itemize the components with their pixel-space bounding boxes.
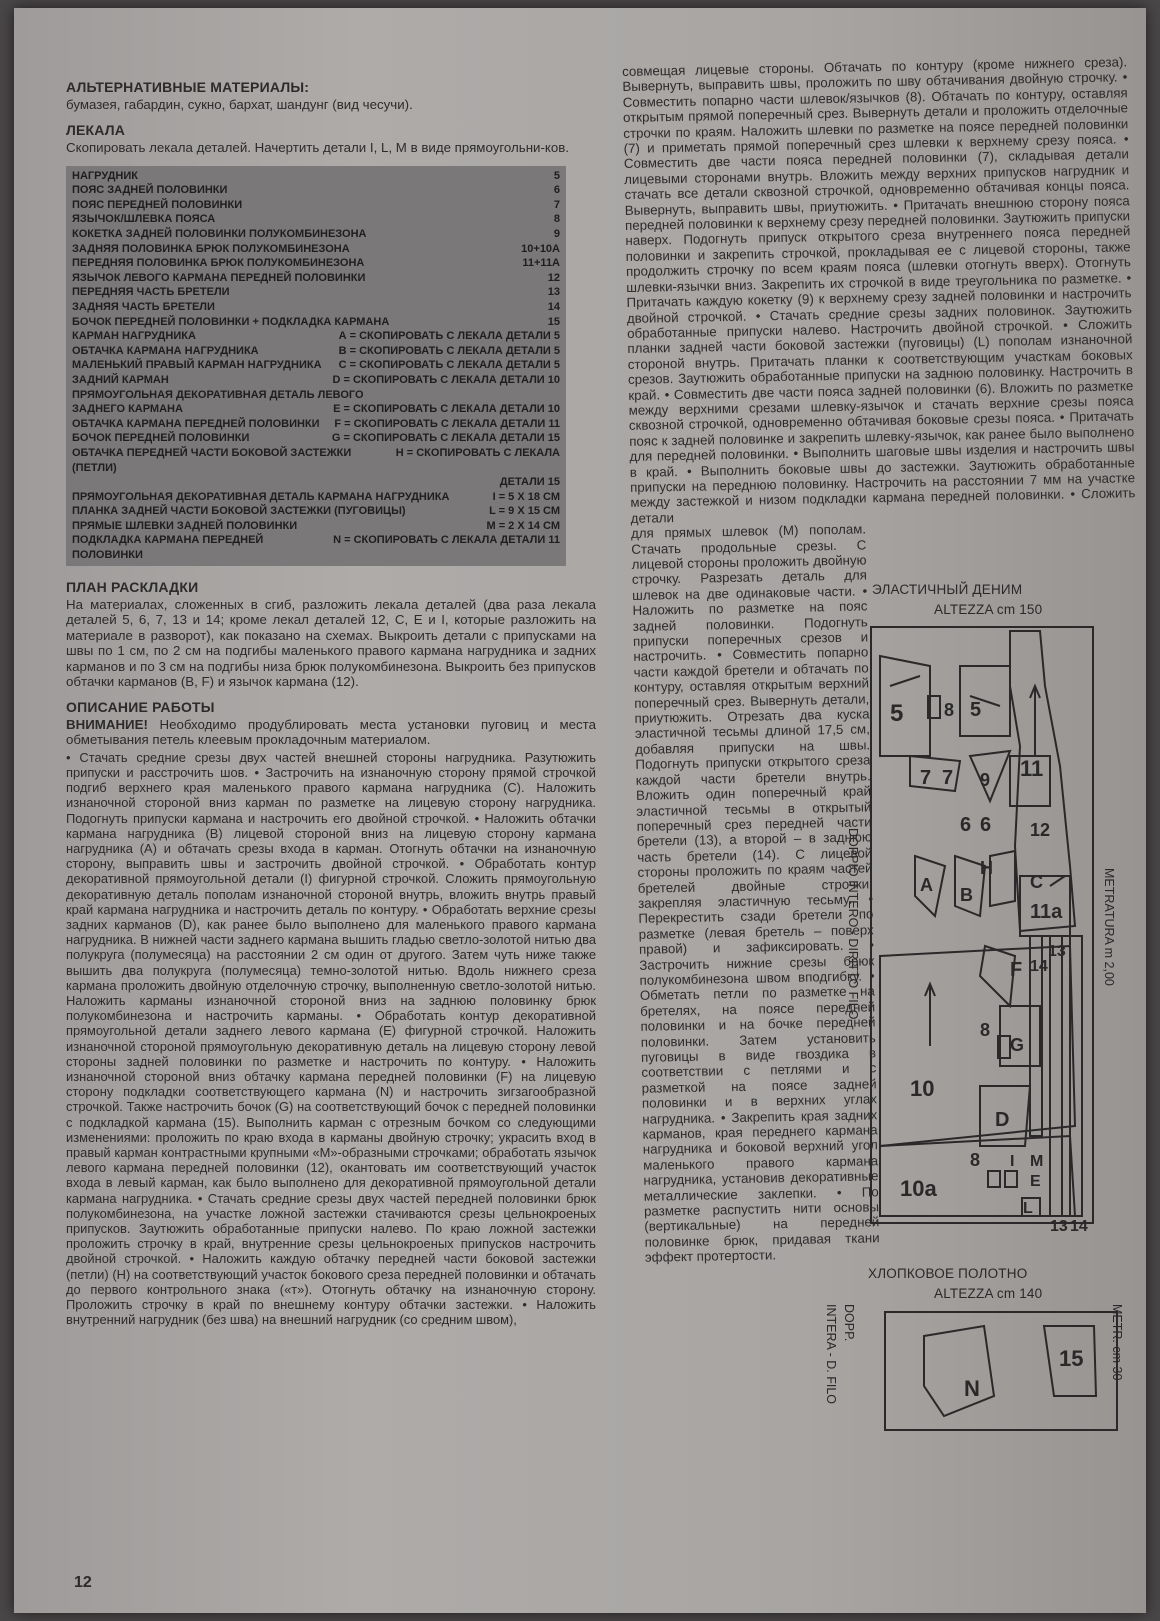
pattern-part-name: ЗАДНЯЯ ЧАСТЬ БРЕТЕЛИ — [72, 300, 215, 313]
piece-10: 10 — [910, 1076, 935, 1101]
fabric2-fold-label-1: DOPP. — [842, 1304, 856, 1342]
pattern-part-name: ПЛАНКА ЗАДНЕЙ ЧАСТИ БОКОВОЙ ЗАСТЕЖКИ (ПУГОВИЦЫ) — [72, 505, 406, 518]
pattern-parts-table — [66, 166, 566, 566]
pattern-part-name: БОЧОК ПЕРЕДНЕЙ ПОЛОВИНКИ — [72, 432, 250, 445]
layout-plan-heading: ПЛАН РАСКЛАДКИ — [66, 578, 199, 595]
pattern-part-number: F = СКОПИРОВАТЬ С ЛЕКАЛА ДЕТАЛИ 11 — [334, 417, 560, 430]
pattern-part-number: L = 9 X 15 СМ — [489, 505, 560, 518]
pattern-part-number: Н = СКОПИРОВАТЬ С ЛЕКАЛА — [395, 446, 560, 459]
pattern-part-number: А = СКОПИРОВАТЬ С ЛЕКАЛА ДЕТАЛИ 5 — [338, 330, 560, 343]
pattern-part-number: В = СКОПИРОВАТЬ С ЛЕКАЛА ДЕТАЛИ 5 — [338, 344, 560, 357]
pattern-part-name: ПОЯС ЗАДНЕЙ ПОЛОВИНКИ — [72, 184, 228, 197]
piece-10a: 10a — [900, 1176, 937, 1201]
fabric2-fold-label-2: INTERA - D. FILO — [824, 1304, 838, 1405]
piece-F: F — [1010, 959, 1023, 981]
pattern-part-row — [72, 373, 560, 388]
pattern-part-name: ПЕРЕДНЯЯ ЧАСТЬ БРЕТЕЛИ — [72, 286, 230, 299]
layout-plan-text: На материалах, сложенных в сгиб, разложить лекала деталей (два раза лекала деталей 5, 6, 7, 13 и 14; кроме лекал деталей 12, С, Е и I, которые разложить на материале в разворот), как показано на схемах. Выкроить детали с припусками на швы по 1 см, по 2 см на подгибы маленького правого кармана нагрудника и задних карманов и по 3 см на подгибы низа брюк полукомбинезона. Выкроить без припусков обтачки карманов (В, F) и язычок кармана (12). — [66, 597, 596, 690]
work-description-heading: ОПИСАНИЕ РАБОТЫ — [66, 698, 215, 715]
pattern-part-row — [72, 504, 560, 519]
pattern-part-number: M = 2 X 14 СМ — [486, 519, 560, 532]
pattern-part-row — [72, 183, 560, 198]
pattern-part-name: МАЛЕНЬКИЙ ПРАВЫЙ КАРМАН НАГРУДНИКА — [72, 359, 322, 372]
right-narrow-text: для прямых шлевок (М) пополам. Стачать продольные срезы. С лицевой стороны проложить двойную строчку. Разрезать деталь для шлевок на две одинаковые части. • Наложить по разметке на пояс задней половинки. Подогнуть припуски поперечных срезов и настрочить. • Совместить попарно части каждой бретели и обтачать по контуру, оставляя открытым верхний поперечный срез. Вывернуть детали, приутюжить. Отрезать два куска эластичной тесьмы длиной 17,5 см, добавляя припуски на швы. Подогнуть припуски открытого среза каждой части бретели внутрь. Вложить один поперечный край эластичной тесьмы в открытый поперечный срез передней части бретели (13), а второй – в заднюю часть бретели (14). С лицевой стороны проложить по краям частей бретелей двойные строчки, закрепляя эластичную тесьму. • Перекрестить сзади бретели по разметке (левая бретель – поверх правой) и зафиксировать. • Застрочить нижние срезы брюк полукомбинезона швом вподгибку. • Обметать петли по разметке на бретелях, на поясе передней половинки и на бочке передней половинки. Затем установить пуговицы в виде гвоздика в соответствии с петлями и с разметкой на поясе задней половинки и в верхних углах нагрудника. • Закрепить края задних карманов, края переднего кармана нагрудника и боковой верхний угол маленького правого кармана нагрудника, установив декоративные металлические заклепки. • По разметке распустить нити основы (вертикальные) на передней половинке брюк, придавая ткани эффект протертости. — [630, 521, 880, 1266]
piece-6-second: 6 — [980, 814, 992, 836]
piece-8-third: 8 — [970, 1150, 981, 1170]
piece-C: C — [1030, 872, 1043, 892]
pattern-part-number: 10+10А — [521, 242, 560, 255]
pattern-part-row — [72, 227, 560, 242]
pattern-part-name: ЯЗЫЧОК ЛЕВОГО КАРМАНА ПЕРЕДНЕЙ ПОЛОВИНКИ — [72, 271, 366, 284]
pattern-part-name: ЗАДНЕГО КАРМАНА — [72, 403, 183, 416]
piece-14: 14 — [1030, 958, 1048, 975]
left-column — [66, 80, 596, 1337]
pattern-part-row — [72, 300, 560, 315]
pattern-part-number: 7 — [553, 198, 560, 211]
piece-9: 9 — [980, 770, 991, 790]
pattern-part-name: ЗАДНИЙ КАРМАН — [72, 373, 169, 386]
fabric2-title: ХЛОПКОВОЕ ПОЛОТНО — [868, 1266, 1028, 1281]
right-wide-text: совмещая лицевые стороны. Обтачать по контуру (кроме нижнего среза). Вывернуть, выправить швы, проложить по шву обтачивания двойную строчку. • Совместить попарно части шлевок/язычков (8). Обтачать по контуру, оставляя открытым прямой поперечный срез. Вывернуть детали и проложить отделочные строчки по краям. Наложить шлевки по разметке на поясе передней половинки (7) и приметать прямой поперечный срез шлевки к верхнему срезу пояса. • Совместить две части пояса передней половинки (7), складывая детали лицевыми сторонами внутрь. Вложить между верхних припусков нагрудник и стачать все детали сквозной строчкой, одновременно обтачивая концы пояса. Вывернуть, выправить швы, приутюжить. • Притачать внешнюю сторону пояса передней половинки к верхнему срезу передней половинки. Заутюжить припуски наверх. Подогнуть припуск открытого среза внутреннего пояса передней половинки и закрепить строчкой, прокладывая ее с лицевой стороны, также продолжить строчку по всем краям пояса (шлевки отогнуть вверх). Отогнуть шлевки-язычки вниз. Закрепить их строчкой в виде треугольника по разметке. • Притачать каждую кокетку (9) к верхнему срезу задней половинки и настрочить двойной строчкой. • Стачать средние срезы задних половинок. Заутюжить обработанные припуски налево. Настрочить двойной строчкой. • Сложить планки задней части боковой застежки (пуговицы) (L) пополам изнаночной стороной внутрь. Притачать планки к соответствующим участкам боковых срезов. Заутюжить обработанные припуски на заднюю половинку. Настрочить в край. • Совместить две части пояса задней половинки (6). Вложить по разметке между верхними срезами шлевку-язычок и стачать верхние срезы пояса сквозной строчкой, одновременно обтачивая боковые срезы пояса. • Притачать пояс к задней половинке и закрепить шлевку-язычок, как ранее было выполнено для передней половинки. • Выполнить шаговые швы изделия и настрочить швы в край. • Выполнить боковые швы до застежки. Заутюжить обработанные припуски на переднюю половинку. Настрочить на расстоянии 7 мм на участке между застежкой и низом подкладки кармана передней половинки. • Сложить детали — [622, 54, 1136, 526]
pattern-part-name: ЯЗЫЧОК/ШЛЕВКА ПОЯСА — [72, 213, 216, 226]
pattern-part-name: ОБТАЧКА КАРМАНА ПЕРЕДНЕЙ ПОЛОВИНКИ — [72, 417, 320, 430]
piece-7: 7 — [920, 767, 932, 789]
pattern-part-row — [72, 417, 560, 432]
fabric2-width: ALTEZZA cm 140 — [934, 1286, 1043, 1301]
piece-14-bottom: 14 — [1070, 1218, 1088, 1235]
pattern-part-number: ДЕТАЛИ 15 — [499, 476, 560, 489]
pattern-part-row — [72, 169, 560, 184]
pattern-part-number — [554, 388, 560, 403]
piece-12: 12 — [1030, 820, 1051, 840]
piece-B: B — [960, 885, 973, 905]
pattern-part-name: ЗАДНЯЯ ПОЛОВИНКА БРЮК ПОЛУКОМБИНЕЗОНА — [72, 242, 350, 255]
piece-11: 11 — [1020, 756, 1044, 781]
piece-5-second: 5 — [970, 699, 982, 721]
pattern-part-number: 13 — [547, 286, 560, 299]
piece-G: G — [1010, 1035, 1025, 1055]
piece-8: 8 — [944, 700, 955, 720]
pattern-part-number: Е = СКОПИРОВАТЬ С ЛЕКАЛА ДЕТАЛИ 10 — [333, 403, 560, 416]
pattern-part-number: G = СКОПИРОВАТЬ С ЛЕКАЛА ДЕТАЛИ 15 — [331, 432, 560, 445]
piece-L: L — [1023, 1200, 1033, 1217]
pattern-part-number: 8 — [553, 213, 560, 226]
page-number: 12 — [74, 1574, 92, 1591]
piece-13: 13 — [1048, 943, 1066, 960]
pattern-part-row — [72, 388, 560, 403]
pattern-part-number: 15 — [547, 315, 560, 328]
alt-materials-text: бумазея, габардин, сукно, бархат, шандунг (вид чесучи). — [66, 97, 413, 113]
pattern-part-row — [72, 358, 560, 373]
patterns-text: Скопировать лекала деталей. Начертить детали I, L, M в виде прямоугольни-ков. — [66, 140, 570, 156]
pattern-part-name: ПОДКЛАДКА КАРМАНА ПЕРЕДНЕЙ ПОЛОВИНКИ — [72, 534, 264, 562]
pattern-part-number: 12 — [547, 271, 560, 284]
pattern-part-name: ПРЯМОУГОЛЬНАЯ ДЕКОРАТИВНАЯ ДЕТАЛЬ ЛЕВОГО — [72, 388, 364, 401]
pattern-part-name: ОБТАЧКА ПЕРЕДНЕЙ ЧАСТИ БОКОВОЙ ЗАСТЕЖКИ (ПЕТЛИ) — [72, 446, 352, 474]
magazine-page — [14, 8, 1146, 1613]
fabric1-width: ALTEZZA cm 150 — [934, 602, 1043, 617]
pattern-part-row — [72, 490, 560, 505]
piece-H: H — [980, 858, 993, 878]
piece-13-bottom: 13 — [1050, 1218, 1068, 1235]
pattern-part-row — [72, 242, 560, 257]
pattern-part-name: КАРМАН НАГРУДНИКА — [72, 330, 196, 343]
piece-15: 15 — [1059, 1346, 1084, 1371]
pattern-part-row — [72, 256, 560, 271]
pattern-part-number: С = СКОПИРОВАТЬ С ЛЕКАЛА ДЕТАЛИ 5 — [338, 359, 560, 372]
pattern-part-row — [72, 402, 560, 417]
pattern-part-row — [72, 475, 560, 490]
patterns-heading: ЛЕКАЛА — [66, 121, 126, 138]
pattern-part-number: I = 5 X 18 СМ — [492, 490, 560, 503]
pattern-part-row — [72, 329, 560, 344]
fabric2-length-label: METR. cm 30 — [1110, 1304, 1124, 1381]
pattern-part-row — [72, 271, 560, 286]
piece-5: 5 — [890, 700, 904, 727]
pattern-part-name: ПЕРЕДНЯЯ ПОЛОВИНКА БРЮК ПОЛУКОМБИНЕЗОНА — [72, 257, 365, 270]
pattern-part-row — [72, 285, 560, 300]
attention-label: ВНИМАНИЕ! — [66, 716, 148, 732]
piece-7-second: 7 — [942, 767, 954, 789]
pattern-part-number: 9 — [553, 228, 560, 240]
pattern-part-number: D = СКОПИРОВАТЬ С ЛЕКАЛА ДЕТАЛИ 10 — [332, 373, 560, 386]
cotton-layout-diagram — [884, 1306, 1144, 1446]
fabric1-length-label: METRATURA m 2,00 — [1102, 868, 1116, 986]
fabric1-fold-label: DOPPIO INTERO - DIRITTO FILO — [846, 828, 860, 1020]
work-description-text: • Стачать средние срезы двух частей внешней стороны нагрудника. Разутюжить припуски и расстрочить шов. • Застрочить на изнаночную сторону прямой строчкой подгиб верхнего края маленького правого кармана нагрудника (С). Наложить изнаночной стороной вниз карман по разметке на лицевую сторону нагрудника. Подогнуть припуски кармана и настрочить его двойной строчкой. • Наложить обтачки кармана нагрудника (В) лицевой стороной вниз на лицевую сторону кармана нагрудника (А) и обтачать срезы входа в карман. Отогнуть обтачки на изнаночную сторону, выправить швы и застрочить двойной строчкой. • Обработать контур декоративной прямоугольной детали (I) фигурной строчкой. Сложить прямоугольную декоративную деталь пополам изнаночной стороной внутрь, вложить внутрь правый край кармана нагрудника и настрочить деталь по контуру. • Обработать верхние срезы задних карманов (D), как ранее было выполнено для маленького правого кармана нагрудника. В нижней части заднего кармана вышить гладью светло-золотой нитью два полукруга (полумесяца) на расстоянии 2 см один от другого. Затем чуть ниже также вышить два полукруга (полумесяца) темно-золотой нитью. Вдоль нижнего среза кармана проложить двойную отделочную строчку, выполненную светло-золотой нитью. Наложить карманы изнаночной стороной вниз на заднюю половинку брюк полукомбинезона и настрочить карманы. • Обработать контур декоративной прямоугольной детали заднего левого кармана (Е) фигурной строчкой. Наложить изнаночной стороной прямоугольную декоративную деталь на лицевую сторону левой стороны задней половинки по разметке и настрочить по контуру. • Наложить изнаночной стороной вниз обтачку кармана передней половинки (F) на лицевую сторону подкладки соответствующего кармана (N) и настрочить зигзагообразной строчкой. Также настрочить бочок (G) на соответствующий бочок с передней половинки с подкладкой кармана (15). Выполнить карман с отрезным бочком со следующими изменениями: проложить по краю входа в карманы двойную строчку; украсить вход в правый карман контрастными крупными «М»-образными строчками; обработать язычок левого кармана передней половинки (12), окантовать им соответствующий участок входа в левый карман, как было выполнено для декоративной прямоугольной детали кармана нагрудника. • Стачать средние срезы двух частей передней половинки брюк полукомбинезона, на участке ложной застежки стачиваются срезы цельнокроеных припусков. Заутюжить обработанные припуски налево. По краю ложной застежки проложить строчку в край, внутренние срезы цельнокроеных припусков настрочить двойной строчкой. • Наложить каждую обтачку передней части боковой застежки (петли) (Н) на соответствующий участок бокового среза передней половинки и обтачать до первого контрольного знака («т»). Отогнуть обтачку на изнаночную сторону. Проложить строчку в край по внешнему контуру обтачки застежки. • Наложить внутренний нагрудник (без шва) на внешний нагрудник (со средним швом), — [66, 749, 596, 1328]
attention-text: Необходимо продублировать места установки пуговиц и места обметывания петель клеевым прокладочным материалом. — [66, 716, 596, 748]
pattern-part-number: 6 — [553, 184, 560, 197]
piece-M: M — [1030, 1153, 1044, 1170]
pattern-part-row — [72, 431, 560, 446]
pattern-part-name: ПОЯС ПЕРЕДНЕЙ ПОЛОВИНКИ — [72, 198, 243, 211]
pattern-part-row — [72, 198, 560, 213]
pattern-part-name: КОКЕТКА ЗАДНЕЙ ПОЛОВИНКИ ПОЛУКОМБИНЕЗОНА — [72, 228, 367, 240]
attention-paragraph — [66, 717, 596, 748]
pattern-part-name: ПРЯМОУГОЛЬНАЯ ДЕКОРАТИВНАЯ ДЕТАЛЬ КАРМАНА НАГРУДНИКА — [72, 490, 450, 503]
pattern-part-row — [72, 533, 560, 562]
pattern-part-name: НАГРУДНИК — [72, 169, 138, 182]
denim-layout-diagram — [870, 626, 1130, 1246]
fabric1-title: ЭЛАСТИЧНЫЙ ДЕНИМ — [872, 582, 1023, 597]
piece-11a: 11a — [1030, 901, 1063, 923]
layout-diagrams — [824, 582, 1144, 1458]
pattern-part-number: N = СКОПИРОВАТЬ С ЛЕКАЛА ДЕТАЛИ 11 — [333, 534, 560, 547]
pattern-part-number: 11+11А — [522, 257, 560, 270]
pattern-part-number: 5 — [553, 169, 560, 182]
pattern-part-row — [72, 212, 560, 227]
pattern-part-number: 14 — [547, 300, 560, 313]
pattern-part-row — [72, 315, 560, 330]
pattern-part-name: БОЧОК ПЕРЕДНЕЙ ПОЛОВИНКИ + ПОДКЛАДКА КАРМАНА — [72, 315, 390, 328]
piece-I: I — [1010, 1153, 1015, 1170]
pattern-part-name: ОБТАЧКА КАРМАНА НАГРУДНИКА — [72, 344, 259, 357]
piece-N: N — [964, 1376, 980, 1401]
piece-D: D — [995, 1109, 1010, 1131]
pattern-part-row — [72, 344, 560, 359]
alt-materials-heading: АЛЬТЕРНАТИВНЫЕ МАТЕРИАЛЫ: — [66, 79, 310, 95]
pattern-part-name: ПРЯМЫЕ ШЛЕВКИ ЗАДНЕЙ ПОЛОВИНКИ — [72, 519, 298, 532]
pattern-part-row — [72, 519, 560, 534]
pattern-part-row — [72, 446, 560, 475]
piece-6: 6 — [960, 814, 972, 836]
piece-E: E — [1030, 1173, 1041, 1190]
piece-8-second: 8 — [980, 1020, 991, 1040]
piece-A: A — [920, 875, 933, 895]
